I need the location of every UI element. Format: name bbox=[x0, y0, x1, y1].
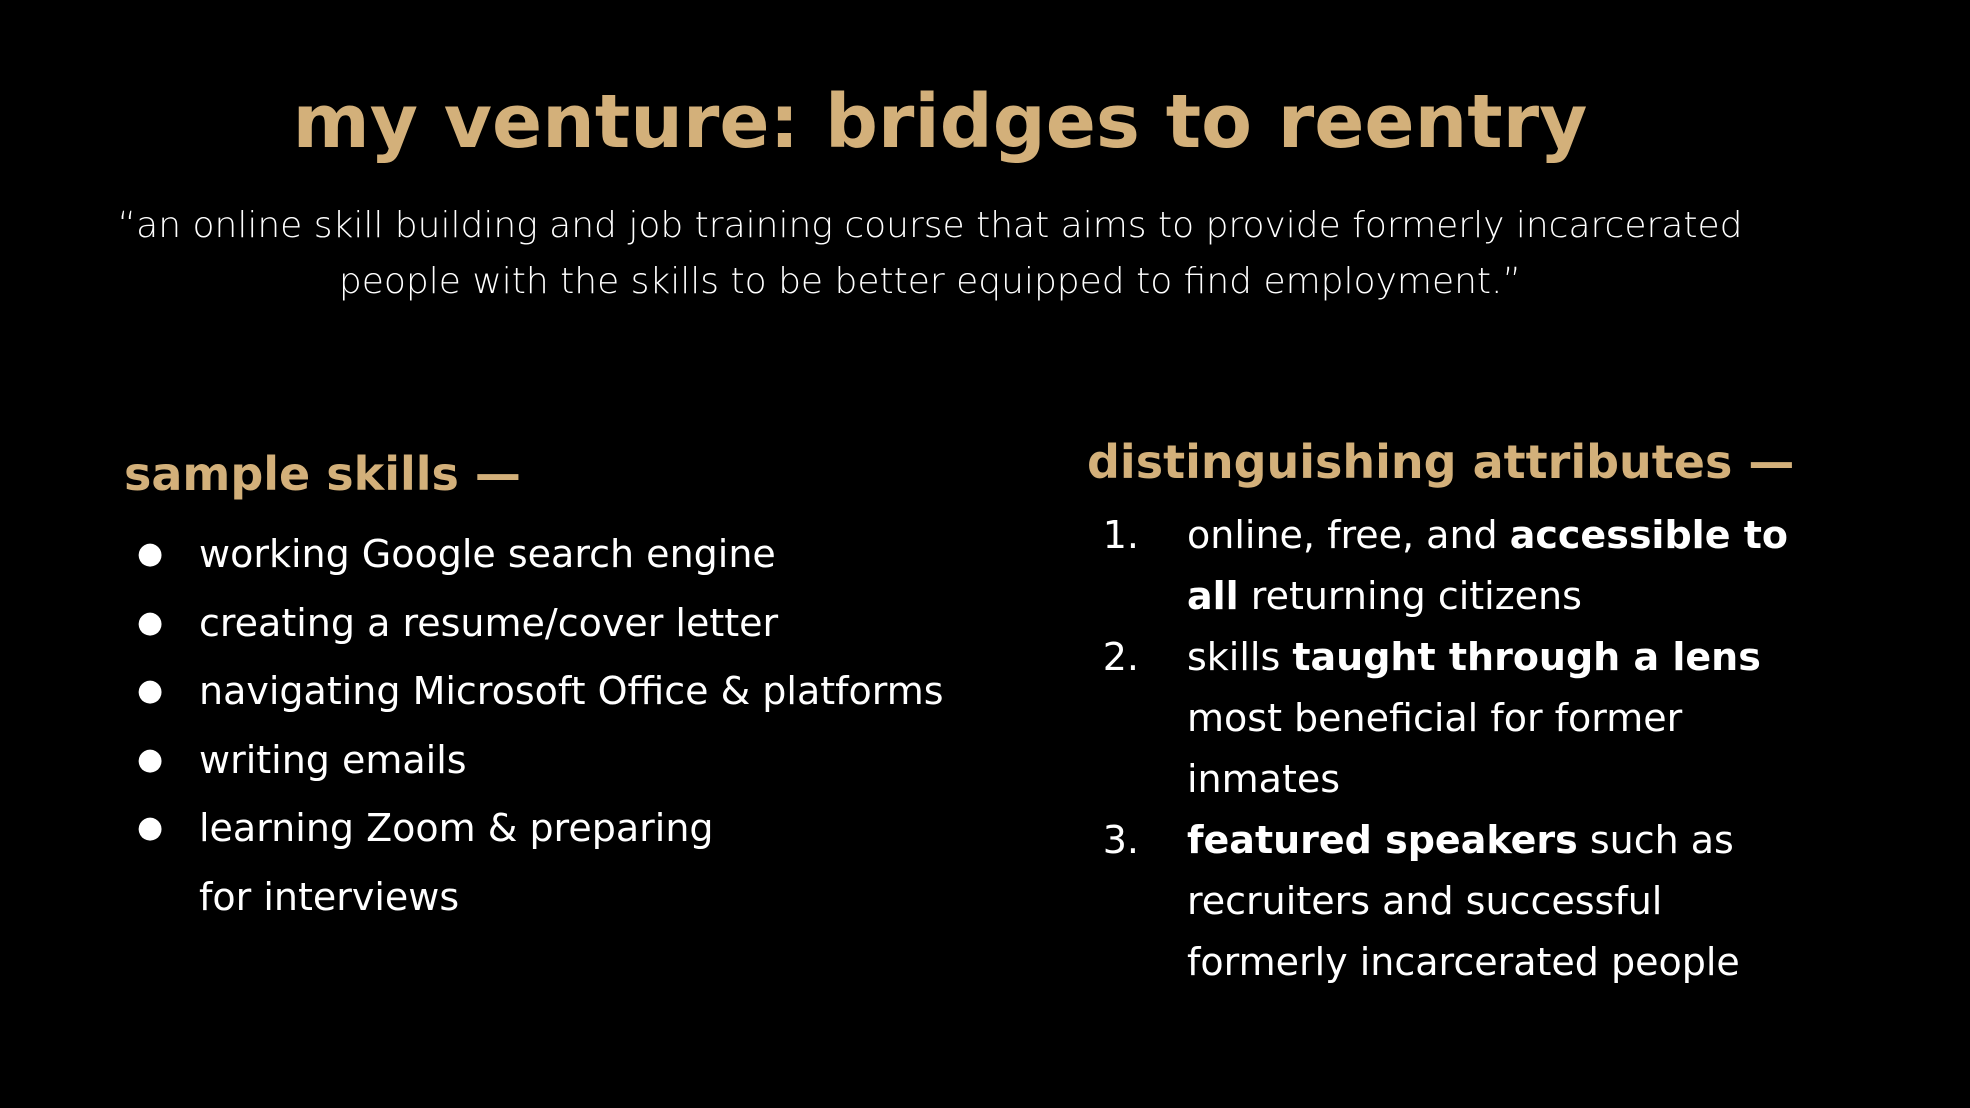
bullet-icon: ● bbox=[137, 604, 164, 640]
skill-text: creating a resume/cover letter bbox=[199, 600, 779, 645]
subtitle-line-1: “an online skill building and job training course that aims to provide formerly incarcerated bbox=[117, 205, 1743, 246]
attribute-emphasis: accessible to bbox=[1509, 513, 1788, 557]
attributes-list bbox=[1087, 505, 1847, 993]
attribute-emphasis: featured speakers bbox=[1187, 818, 1578, 862]
attribute-text bbox=[1187, 635, 1761, 801]
subtitle-quote bbox=[60, 198, 1800, 310]
list-item bbox=[124, 520, 1024, 589]
skills-list bbox=[124, 520, 1024, 931]
attribute-text-part: such as bbox=[1577, 818, 1734, 862]
attribute-text bbox=[1187, 818, 1740, 984]
list-item bbox=[1087, 627, 1847, 810]
subtitle-line-2: people with the skills to be better equipped to find employment.” bbox=[338, 261, 1522, 302]
attribute-text-part: online, free, and bbox=[1187, 513, 1510, 557]
slide-title: my venture: bridges to reentry bbox=[292, 79, 1588, 165]
attribute-emphasis: all bbox=[1187, 574, 1239, 618]
bullet-icon: ● bbox=[137, 810, 164, 845]
skill-text: navigating Microsoft Office & platforms bbox=[199, 669, 944, 713]
list-item bbox=[124, 794, 1024, 931]
bullet-icon: ● bbox=[137, 673, 164, 708]
bullet-icon: ● bbox=[137, 536, 164, 571]
list-number: 1. bbox=[1102, 513, 1139, 557]
skill-text: working Google search engine bbox=[199, 532, 776, 576]
skills-heading: sample skills — bbox=[124, 447, 521, 501]
skill-text-continued: for interviews bbox=[199, 874, 460, 919]
skill-text: writing emails bbox=[199, 737, 467, 782]
attribute-text-part: skills bbox=[1187, 635, 1293, 679]
list-number: 2. bbox=[1102, 635, 1139, 679]
skill-text: learning Zoom & preparing bbox=[199, 806, 714, 850]
list-item bbox=[124, 657, 1024, 726]
bullet-icon: ● bbox=[137, 741, 164, 777]
list-number: 3. bbox=[1102, 818, 1139, 862]
attribute-text bbox=[1187, 513, 1788, 618]
attributes-heading: distinguishing attributes — bbox=[1087, 435, 1795, 489]
list-item bbox=[1087, 505, 1847, 627]
attribute-text-part: most beneficial for former bbox=[1187, 696, 1683, 740]
list-item bbox=[1087, 810, 1847, 993]
attribute-text-part: recruiters and successful bbox=[1187, 879, 1663, 923]
attribute-text-part: inmates bbox=[1187, 757, 1341, 801]
list-item bbox=[124, 589, 1024, 658]
list-item bbox=[124, 726, 1024, 795]
attribute-text-part: formerly incarcerated people bbox=[1187, 940, 1740, 984]
attribute-emphasis: taught through a lens bbox=[1292, 635, 1761, 679]
attribute-text-part: returning citizens bbox=[1238, 574, 1582, 618]
